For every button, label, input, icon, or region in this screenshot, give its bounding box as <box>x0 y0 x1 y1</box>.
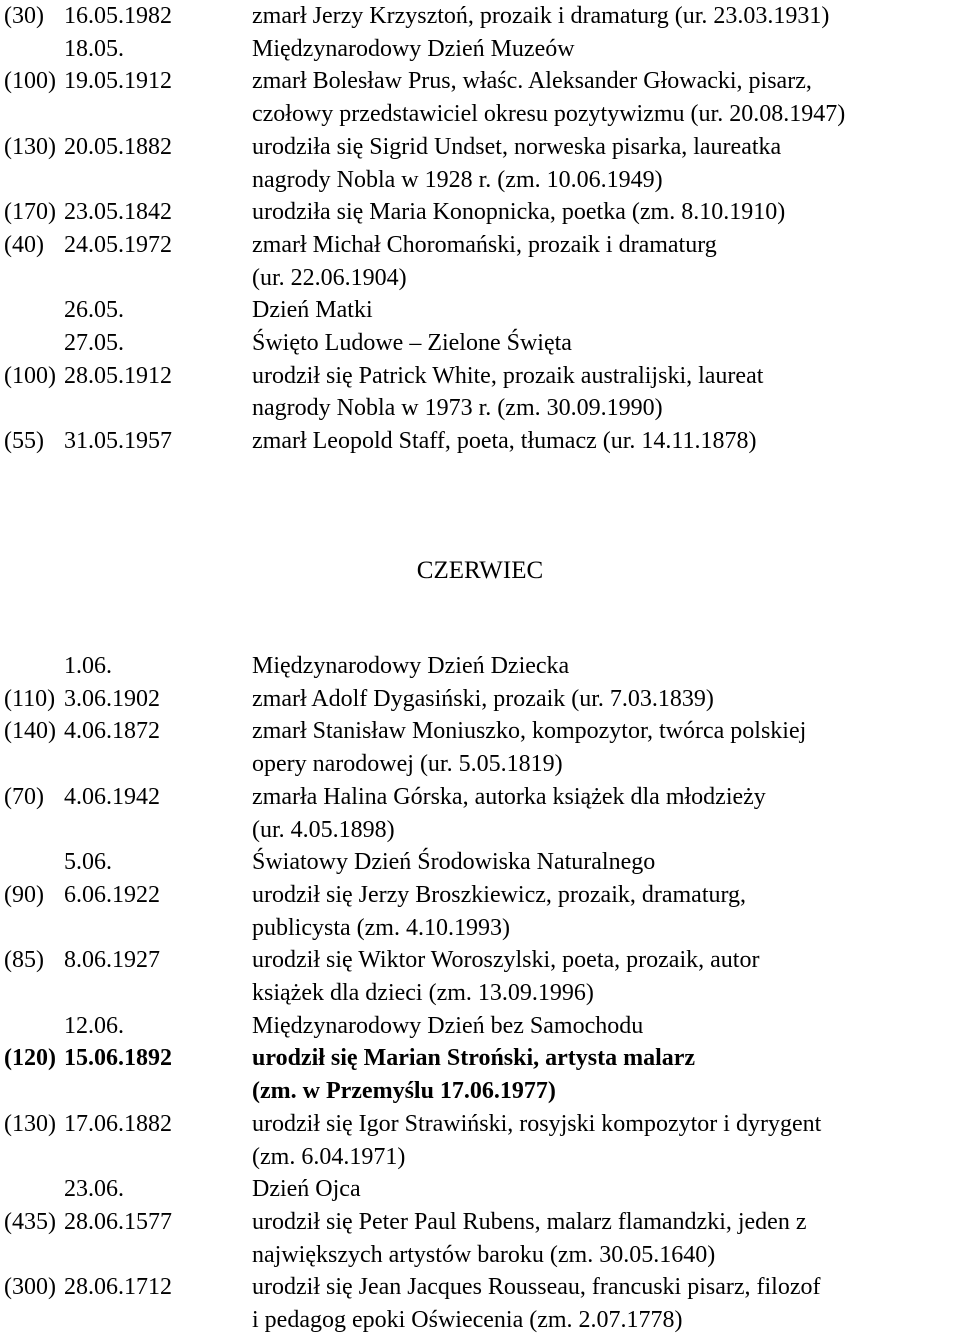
entry-continuation-row <box>0 98 960 130</box>
entry-text: zmarł Stanisław Moniuszko, kompozytor, twórca polskiej <box>252 718 807 745</box>
entry-text: zmarł Jerzy Krzysztoń, prozaik i dramaturg (ur. 23.03.1931) <box>252 3 830 29</box>
entry-date: 8.06.1927 <box>64 947 160 974</box>
entry-date: 27.05. <box>64 330 124 356</box>
entry-date: 4.06.1872 <box>64 718 160 745</box>
years-count: (435) <box>4 1208 56 1235</box>
entry-date: 19.05.1912 <box>64 68 172 95</box>
entry-row <box>0 944 960 976</box>
entry-continuation-row <box>0 262 960 294</box>
entry-text: zmarł Bolesław Prus, właśc. Aleksander Głowacki, pisarz, <box>252 68 812 95</box>
entry-text: urodził się Patrick White, prozaik australijski, laureat <box>252 362 764 389</box>
entry-row <box>0 1042 960 1074</box>
entry-text: zmarła Halina Górska, autorka książek dla młodzieży <box>252 783 766 810</box>
entry-continuation-row <box>0 1075 960 1107</box>
years-count: (40) <box>4 231 44 258</box>
entry-continuation-row <box>0 1239 960 1271</box>
entry-text: Dzień Matki <box>252 297 373 324</box>
entry-text: zmarł Adolf Dygasiński, prozaik (ur. 7.03.1839) <box>252 685 714 712</box>
entry-date: 28.06.1577 <box>64 1208 172 1235</box>
entry-row <box>0 229 960 261</box>
entry-row <box>0 1108 960 1140</box>
entry-text: urodził się Jean Jacques Rousseau, francuski pisarz, filozof <box>252 1274 821 1301</box>
entry-row <box>0 196 960 228</box>
entry-row <box>0 294 960 326</box>
entry-text: urodziła się Maria Konopnicka, poetka (zm. 8.10.1910) <box>252 199 786 226</box>
entry-text: Święto Ludowe – Zielone Święta <box>252 330 572 356</box>
entry-row <box>0 846 960 878</box>
years-count: (120) <box>4 1045 56 1072</box>
entry-date: 1.06. <box>64 653 112 679</box>
entry-date: 24.05.1972 <box>64 231 172 258</box>
entry-continuation-row <box>0 392 960 424</box>
entry-date: 23.05.1842 <box>64 199 172 226</box>
entry-text: urodził się Wiktor Woroszylski, poeta, prozaik, autor <box>252 947 760 974</box>
entry-text: publicysta (zm. 4.10.1993) <box>252 914 510 941</box>
years-count: (110) <box>4 685 56 712</box>
entry-row <box>0 781 960 813</box>
entry-date: 17.06.1882 <box>64 1110 172 1137</box>
entry-date: 12.06. <box>64 1012 124 1039</box>
entry-text: Dzień Ojca <box>252 1176 361 1203</box>
entry-date: 6.06.1922 <box>64 881 160 908</box>
entry-text: (zm. w Przemyślu 17.06.1977) <box>252 1078 556 1105</box>
entry-text: (ur. 22.06.1904) <box>252 264 407 291</box>
entry-row <box>0 1010 960 1042</box>
entry-text: urodził się Igor Strawiński, rosyjski kompozytor i dyrygent <box>252 1110 822 1137</box>
entry-text: urodził się Peter Paul Rubens, malarz flamandzki, jeden z <box>252 1208 807 1235</box>
entry-row <box>0 0 960 32</box>
years-count: (140) <box>4 718 56 745</box>
entry-date: 4.06.1942 <box>64 783 160 810</box>
entry-text: opery narodowej (ur. 5.05.1819) <box>252 751 563 778</box>
entry-text: Światowy Dzień Środowiska Naturalnego <box>252 849 656 876</box>
entry-date: 15.06.1892 <box>64 1045 172 1072</box>
entry-row <box>0 33 960 65</box>
entry-text: (zm. 6.04.1971) <box>252 1143 406 1170</box>
years-count: (55) <box>4 428 44 455</box>
years-count: (130) <box>4 1110 56 1137</box>
entry-date: 20.05.1882 <box>64 133 172 160</box>
entry-text: (ur. 4.05.1898) <box>252 816 395 843</box>
entry-continuation-row <box>0 912 960 944</box>
years-count: (170) <box>4 199 56 226</box>
entry-date: 31.05.1957 <box>64 428 172 455</box>
entry-row <box>0 327 960 359</box>
entry-continuation-row <box>0 1304 960 1336</box>
entry-text: i pedagog epoki Oświecenia (zm. 2.07.1778) <box>252 1307 683 1333</box>
entry-row <box>0 1173 960 1205</box>
entry-continuation-row <box>0 748 960 780</box>
entry-text: urodził się Jerzy Broszkiewicz, prozaik, dramaturg, <box>252 881 747 908</box>
years-count: (30) <box>4 3 44 29</box>
entry-text: urodził się Marian Stroński, artysta malarz <box>252 1045 696 1072</box>
entry-row <box>0 650 960 682</box>
entry-date: 26.05. <box>64 297 124 324</box>
entry-continuation-row <box>0 814 960 846</box>
years-count: (85) <box>4 947 44 974</box>
entry-date: 23.06. <box>64 1176 124 1203</box>
entry-text: Międzynarodowy Dzień Muzeów <box>252 35 575 62</box>
entry-row <box>0 65 960 97</box>
entry-date: 16.05.1982 <box>64 3 172 29</box>
years-count: (130) <box>4 133 56 160</box>
entry-text: zmarł Michał Choromański, prozaik i dramaturg <box>252 231 717 258</box>
entry-text: Międzynarodowy Dzień bez Samochodu <box>252 1012 644 1039</box>
years-count: (300) <box>4 1274 56 1301</box>
entry-continuation-row <box>0 164 960 196</box>
years-count: (100) <box>4 68 56 95</box>
month-heading-june: CZERWIEC <box>416 557 544 584</box>
entry-continuation-row <box>0 977 960 1009</box>
entry-row <box>0 879 960 911</box>
entry-continuation-row <box>0 1141 960 1173</box>
entry-text: czołowy przedstawiciel okresu pozytywizmu (ur. 20.08.1947) <box>252 101 846 128</box>
entry-date: 18.05. <box>64 35 124 62</box>
entry-row <box>0 715 960 747</box>
entry-row <box>0 1271 960 1303</box>
entry-text: największych artystów baroku (zm. 30.05.1640) <box>252 1241 716 1268</box>
entry-text: Międzynarodowy Dzień Dziecka <box>252 653 570 679</box>
entry-row <box>0 360 960 392</box>
entry-row <box>0 1206 960 1238</box>
entry-date: 28.05.1912 <box>64 362 172 389</box>
entry-text: książek dla dzieci (zm. 13.09.1996) <box>252 980 594 1006</box>
entry-text: nagrody Nobla w 1928 r. (zm. 10.06.1949) <box>252 166 663 193</box>
years-count: (90) <box>4 881 44 908</box>
entry-row <box>0 131 960 163</box>
years-count: (100) <box>4 362 56 389</box>
entry-text: urodziła się Sigrid Undset, norweska pisarka, laureatka <box>252 133 782 160</box>
entry-text: zmarł Leopold Staff, poeta, tłumacz (ur. 14.11.1878) <box>252 428 757 455</box>
entry-row <box>0 683 960 715</box>
entry-date: 28.06.1712 <box>64 1274 172 1301</box>
years-count: (70) <box>4 783 44 810</box>
entry-text: nagrody Nobla w 1973 r. (zm. 30.09.1990) <box>252 395 663 422</box>
entry-row <box>0 425 960 457</box>
entry-date: 5.06. <box>64 849 112 876</box>
entry-date: 3.06.1902 <box>64 685 160 712</box>
